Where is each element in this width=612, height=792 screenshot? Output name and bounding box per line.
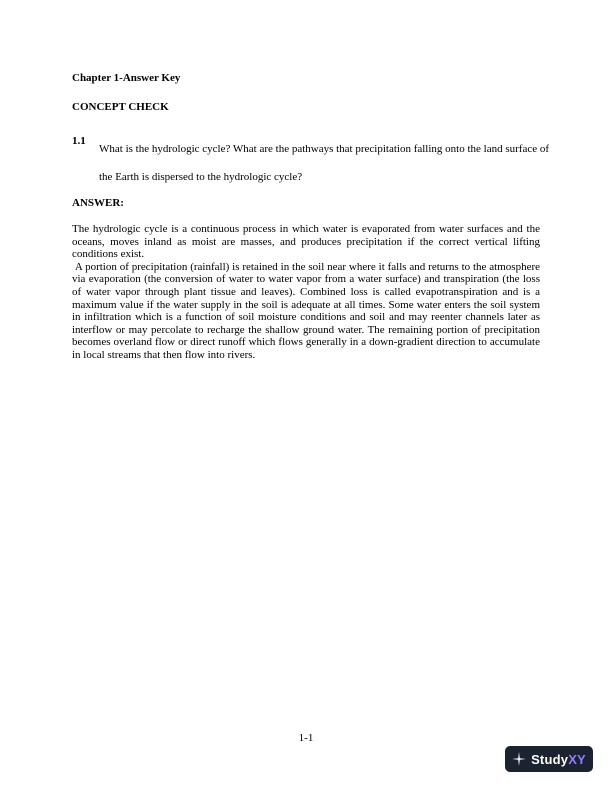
studyxy-logo[interactable]: [505, 746, 593, 772]
logo-text-main: Study: [531, 751, 569, 767]
logo-text-accent: XY: [568, 751, 586, 767]
logo-text: [531, 752, 586, 767]
answer-body: [72, 223, 543, 362]
chapter-title: Chapter 1-Answer Key: [72, 72, 181, 84]
section-title: CONCEPT CHECK: [72, 101, 169, 113]
question-number: 1.1: [72, 135, 86, 147]
answer-heading: ANSWER:: [72, 197, 124, 209]
answer-paragraph: The hydrologic cycle is a continuous process in which water is evaporated from water surfaces and the oceans, moves inland as moist are masses, and produces precipitation if the correct vertical lifting conditions exist.: [72, 223, 540, 261]
answer-paragraph: A portion of precipitation (rainfall) is retained in the soil near where it falls and returns to the atmosphere via evaporation (the conversion of water to water vapor from a water surface) and transpiration (the loss of water vapor through plant tissue and leaves). Combined loss is called evapotranspiration and is a maximum value if the water supply in the soil is adequate at all times. Some water enters the soil system in infiltration which is a function of soil moisture conditions and soil and may reenter channels later as interflow or may percolate to recharge the shallow ground water. The remaining portion of precipitation becomes overland flow or direct runoff which flows generally in a down-gradient direction to accumulate in local streams that then flow into rivers.: [72, 260, 543, 361]
question-text: What is the hydrologic cycle? What are the pathways that precipitation falling onto the land surface of the Earth is dispersed to the hydrologic cycle?: [99, 143, 550, 183]
plus-sparkle-icon: [512, 752, 526, 766]
page-number: 1-1: [298, 732, 314, 744]
